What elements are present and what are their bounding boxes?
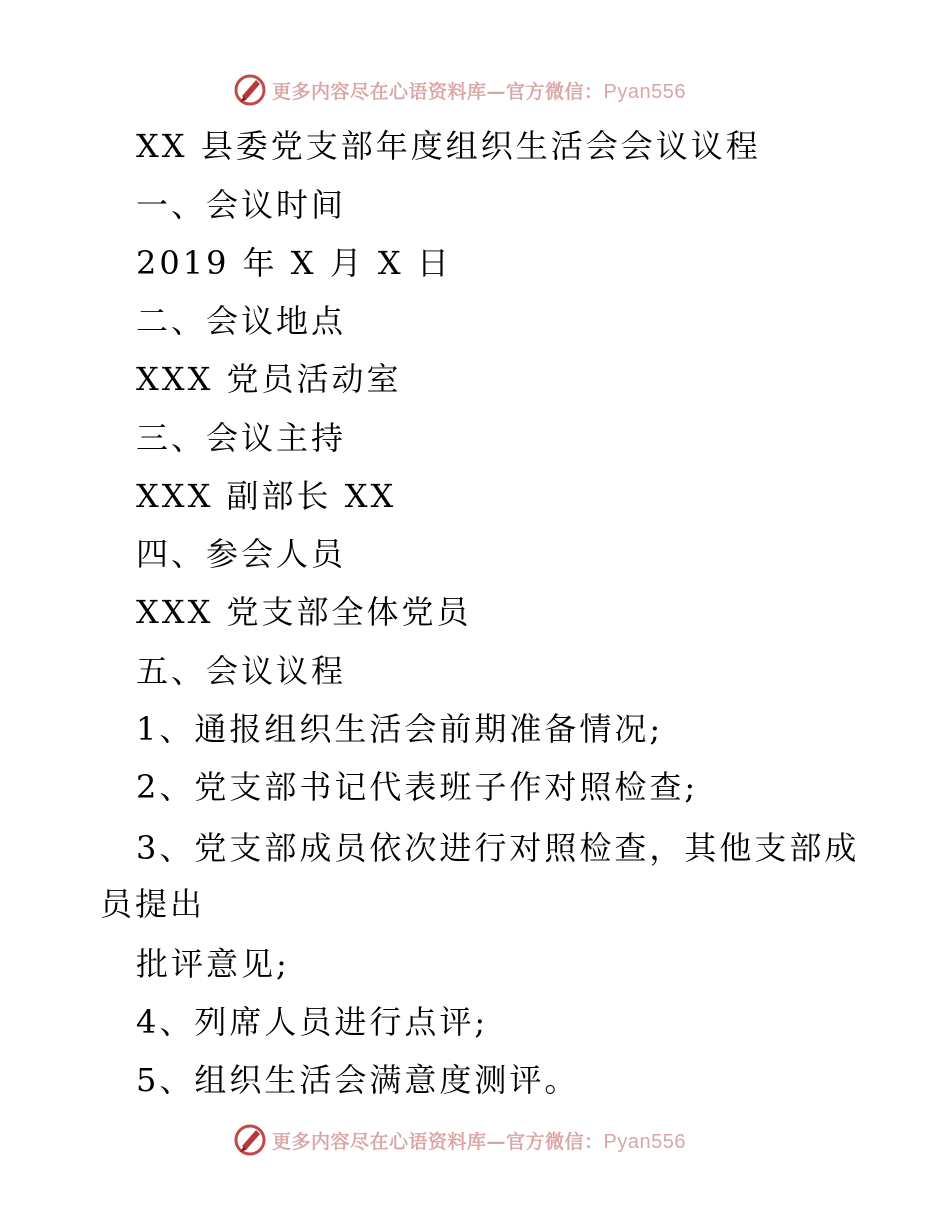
section-heading-attendees: 四、参会人员 xyxy=(136,535,347,573)
section-heading-time: 一、会议时间 xyxy=(136,186,347,224)
agenda-item-3: 3、党支部成员依次进行对照检查，其他支部成 xyxy=(136,829,860,867)
watermark-text-cn: 更多内容尽在心语资料库—官方微信： xyxy=(272,1130,604,1153)
agenda-item-1: 1、通报组织生活会前期准备情况; xyxy=(136,710,664,748)
watermark-text-cn: 更多内容尽在心语资料库—官方微信： xyxy=(272,80,604,103)
agenda-item-4: 4、列席人员进行点评; xyxy=(136,1003,489,1041)
meeting-date: 2019 年 X 月 X 日 xyxy=(136,244,452,282)
watermark-wechat-id: Pyan556 xyxy=(603,1130,686,1153)
section-heading-host: 三、会议主持 xyxy=(136,419,347,457)
agenda-item-3-continued-2: 批评意见; xyxy=(136,945,290,983)
meeting-attendees: XXX 党支部全体党员 xyxy=(136,593,472,631)
footer-watermark xyxy=(232,1122,686,1158)
agenda-item-2: 2、党支部书记代表班子作对照检查; xyxy=(136,768,699,806)
watermark-text xyxy=(272,1127,686,1154)
agenda-item-3-continued: 员提出 xyxy=(100,885,206,923)
agenda-item-5: 5、组织生活会满意度测评。 xyxy=(136,1061,580,1099)
watermark-wechat-id: Pyan556 xyxy=(603,80,686,103)
pen-logo-icon xyxy=(232,1122,268,1158)
section-heading-location: 二、会议地点 xyxy=(136,302,347,340)
meeting-location: XXX 党员活动室 xyxy=(136,360,402,398)
meeting-host: XXX 副部长 XX xyxy=(136,477,397,515)
section-heading-agenda: 五、会议议程 xyxy=(136,652,347,690)
document-title: XX 县委党支部年度组织生活会会议议程 xyxy=(136,127,761,165)
